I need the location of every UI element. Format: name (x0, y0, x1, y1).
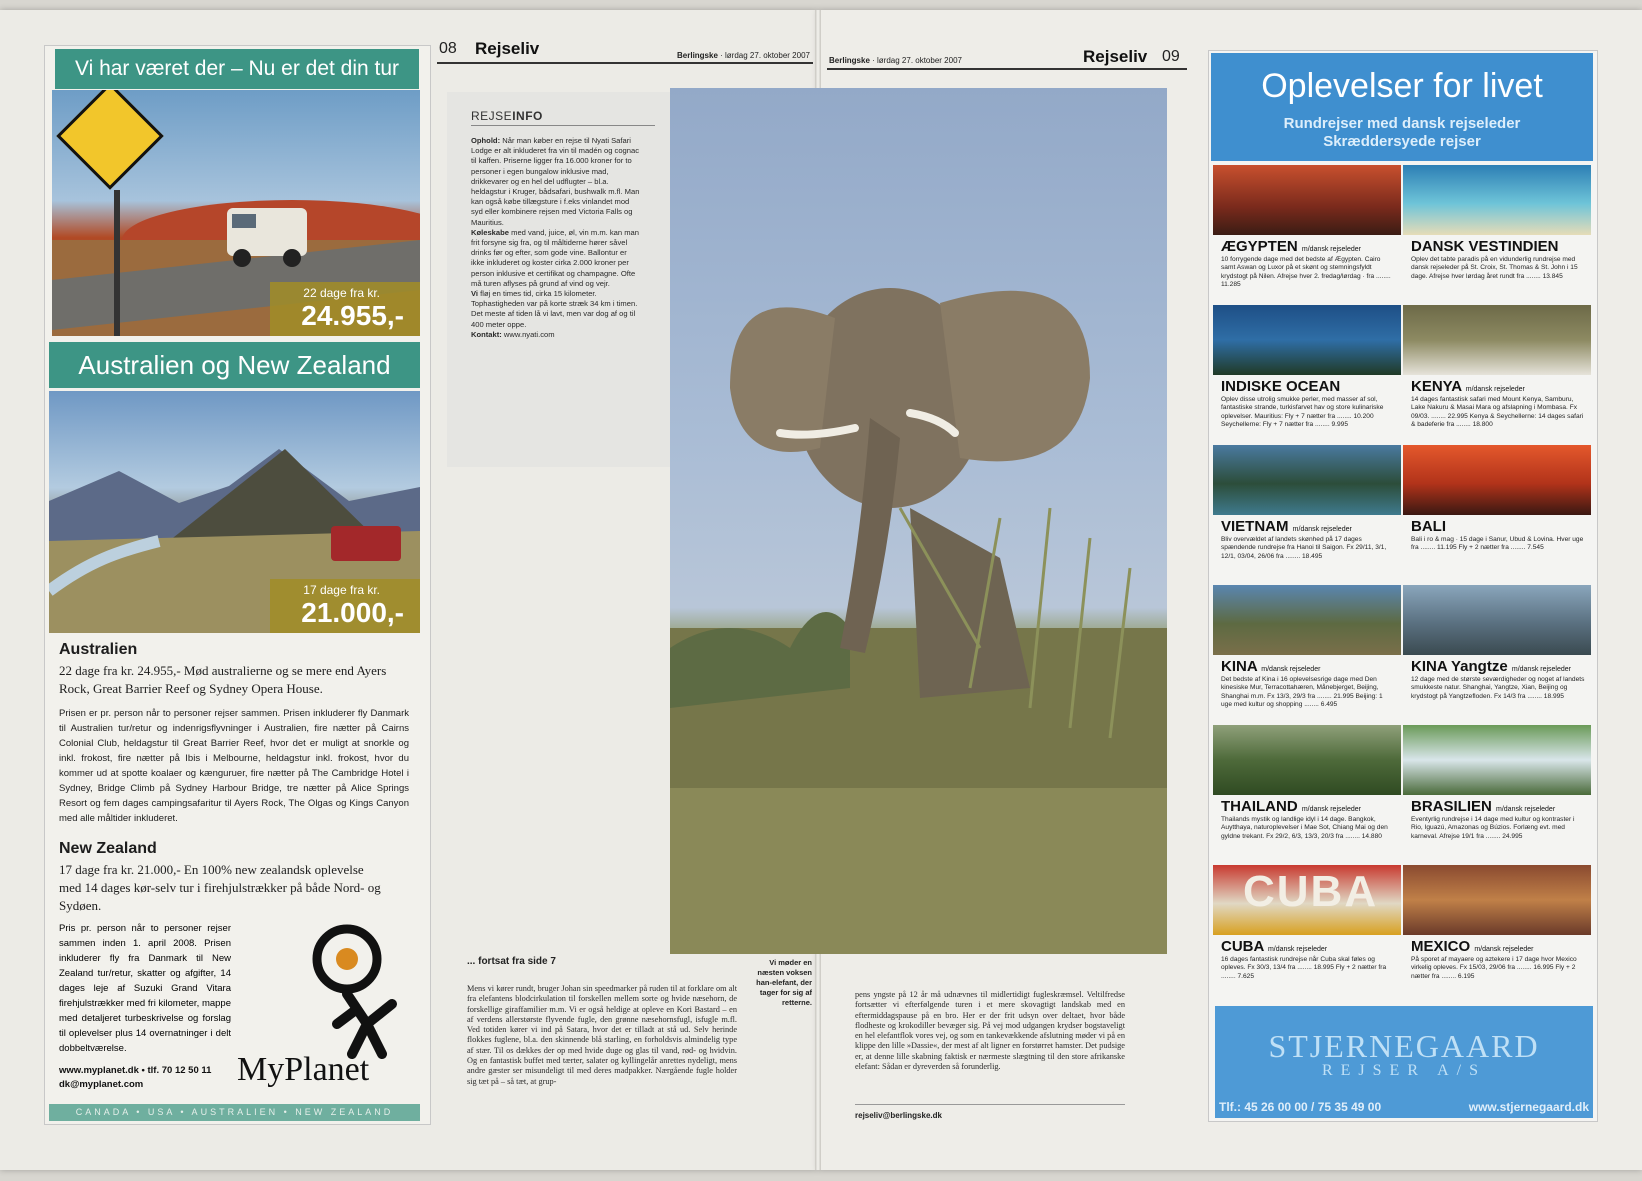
caribbean-beach-photo (1403, 165, 1591, 235)
article-rule (855, 1104, 1125, 1105)
elephant-photo (670, 88, 1167, 954)
info-text: fløj en times tid, cirka 15 kilometer. Tophastigheden var på korte stræk 34 km i timen. Det meste af tiden lå vi lavt, men var dog af og til 400 meter oppe. (471, 289, 638, 329)
paper-name: Berlingske (829, 56, 870, 65)
cuba-wall-lettering: CUBA (1243, 867, 1379, 916)
header-source: Berlingske · lørdag 27. oktober 2007 (829, 56, 962, 65)
destination-description: 14 dages fantastisk safari med Mount Kenya, Samburu, Lake Nakuru & Masai Mara og afslapning i Mombasa. Fx 09/03. ........ 22.995 Kenya & Seychellerne: 14 dages safari & badeferie fra ........ 18.800 (1411, 396, 1584, 429)
destination-description: På sporet af mayaere og aztekere i 17 dage hvor Mexico virkelig opleves. Fx 15/03, 29/06 fra ........ 16.995 Fly + 2 nætter fra ........ 6.195 (1411, 956, 1577, 980)
australia-section (59, 641, 409, 826)
halong-bay-photo (1213, 445, 1401, 515)
myplanet-ad (44, 45, 431, 1125)
page-number: 08 (439, 40, 457, 57)
ad-footer (1215, 1006, 1593, 1118)
destination-description: Eventyrlig rundrejse i 14 dage med kultur og kontraster i Rio, Iguazú, Amazonas og Búzios. Forlæng evt. med karneval. Afrejse 19/1 fra ........ 24.995 (1411, 816, 1575, 840)
destination-tag: m/dansk rejseleder (1292, 526, 1352, 533)
ocean-rocks-photo (1213, 305, 1401, 375)
australia-body: Prisen er pr. person når to personer rejser sammen. Prisen inkluderer fly Danmark til Australien tur/retur og indenrigsflyvninger i Australien, fire nætter på Cairns Colonial Club, heldagstur til Great Barrier Reef, hvor det er muligt at snorkle og inkl. frokost, fire nætter på Ibis i Melbourne, heldagstur inkl. frokost, hvor du kommer ud at spotte koalaer og kænguruer, fire nætter på The Cambridge Hotel i Sydney, Bridge Climb på Sydney Harbour Bridge, tre nætter på Alice Springs Resort og fem dages campingsafaritur til Ayers Rock, The Olgas og Kings Canyon med alle måltider inkluderet. (59, 708, 409, 824)
destination-cuba-wall (1213, 865, 1401, 1007)
destination-tag: m/dansk rejseleder (1301, 806, 1361, 813)
info-label: Vi (471, 289, 479, 299)
destination-great-wall (1213, 585, 1401, 727)
header-rule (827, 68, 1187, 70)
info-label: Kontakt: (471, 329, 502, 339)
destination-description: Bliv overvældet af landets skønhed på 17 dages spændende rundrejse fra Hanoi til Saigon. Fx 29/11, 3/1, 12/1, 03/04, 26/06 fra ........ 18.495 (1221, 536, 1387, 560)
page-number: 09 (1162, 48, 1180, 65)
rejseinfo-title (471, 109, 543, 123)
new-zealand-heading: New Zealand (59, 840, 157, 857)
price-amount: 24.955,- (301, 300, 404, 331)
contact-block: www.myplanet.dk • tlf. 70 12 50 11 dk@myplanet.com (59, 1065, 212, 1090)
stjernegaard-ad (1208, 50, 1598, 1122)
bali-sunset-photo (1403, 445, 1591, 515)
ad-subtitle-line: Skræddersyede rejser (1323, 133, 1481, 150)
destination-tag: m/dansk rejseleder (1511, 666, 1571, 673)
destination-zebras (1403, 305, 1591, 447)
info-label: Køleskabe (471, 227, 509, 237)
price-tag-australia (270, 282, 420, 336)
destination-mexico-children (1403, 865, 1591, 1007)
header-date: lørdag 27. oktober 2007 (725, 51, 810, 60)
destination-tag: m/dansk rejseleder (1465, 386, 1525, 393)
price-tag-new-zealand (270, 579, 420, 633)
destination-description: 16 dages fantastisk rundrejse når Cuba skal føles og opleves. Fx 30/3, 13/4 fra ........ 18.995 Fly + 2 nætter fra ........ 7.625 (1221, 956, 1387, 980)
destination-name: BALI (1411, 518, 1446, 535)
destination-name: VIETNAM m/dansk rejseleder (1221, 518, 1352, 535)
info-text: www.nyati.com (503, 329, 555, 339)
destination-description: 10 forrygende dage med det bedste af Ægypten. Cairo samt Aswan og Luxor på et skønt og stemningsfyldt krydstogt på Nilen. Afrejse hver 2. fredag/lørdag · fra ........ 11.285 (1221, 256, 1391, 289)
destination-description: Det bedste af Kina i 16 oplevelsesrige dage med Den kinesiske Mur, Terracottahæren, Månebjerget, Beijing, Shanghai m.m. Fx 13/3, 29/3 fra ........ 21.995 Beijing: 1 uge med kultur og shopping ........ 6.495 (1221, 676, 1383, 709)
ad-headline: Vi har været der – Nu er det din tur (55, 49, 419, 89)
zebras-photo (1403, 305, 1591, 375)
ad-header (1211, 53, 1593, 161)
destination-description: Oplev disse utrolig smukke perler, med masser af sol, fantastiske strande, turkisfarvet hav og store kulinariske oplevelser. Mauritius: Fly + 7 nætter fra ........ 10.200 Seychellerne: Fly + 7 nætter fra ........ 9.995 (1221, 396, 1384, 429)
destination-description: Bali i ro & mag · 15 dage i Sanur, Ubud & Lovina. Hver uge fra ........ 11.195 Fly + 2 nætter fra ........ 7.545 (1411, 536, 1584, 552)
destination-halong-bay (1213, 445, 1401, 587)
destination-name: CUBA m/dansk rejseleder (1221, 938, 1328, 955)
ad-website[interactable]: www.stjernegaard.dk (1468, 1100, 1589, 1114)
new-zealand-mountain-photo (49, 391, 420, 633)
destination-yangtze-boatman (1403, 585, 1591, 727)
rejseinfo-title-a: REJSE (471, 109, 513, 123)
destination-name: ÆGYPTEN m/dansk rejseleder (1221, 238, 1361, 255)
continued-label: ... fortsat fra side 7 (467, 956, 556, 967)
website-link[interactable]: www.myplanet.dk (59, 1065, 139, 1076)
section-title: Rejseliv (1083, 47, 1148, 66)
destination-tag: m/dansk rejseleder (1474, 946, 1534, 953)
rejseinfo-title-b: INFO (512, 109, 543, 123)
stjernegaard-logo: STJERNEGAARD (1268, 1028, 1540, 1064)
price-days-label: 17 dage fra kr. (303, 583, 380, 597)
rejseinfo-box (447, 92, 679, 467)
destination-name: KENYA m/dansk rejseleder (1411, 378, 1525, 395)
ad-title: Oplevelser for livet (1261, 67, 1543, 105)
destination-caribbean-beach (1403, 165, 1591, 307)
section-email[interactable]: rejseliv@berlingske.dk (855, 1111, 942, 1120)
photo-caption: Vi møder en næsten voksen han-elefant, der tager for sig af retterne. (756, 958, 812, 1007)
rejseinfo-body (471, 136, 641, 340)
destination-iguazu-falls (1403, 725, 1591, 867)
ad-contact (1219, 1100, 1589, 1114)
info-label: Ophold: (471, 136, 501, 145)
ad-subtitle-line: Rundrejser med dansk rejseleder (1283, 115, 1521, 132)
uluru-road-photo (52, 90, 420, 336)
great-wall-photo (1213, 585, 1401, 655)
ad-phone: Tlf.: 45 26 00 00 / 75 35 49 00 (1219, 1100, 1382, 1114)
section-title: Rejseliv (475, 39, 540, 58)
destination-name: BRASILIEN m/dansk rejseleder (1411, 798, 1556, 815)
yangtze-boatman-photo (1403, 585, 1591, 655)
destination-description: Oplev det tabte paradis på en vidunderlig rundrejse med dansk rejseleder på St. Croix, St. Thomas & St. John i 15 dage. Afrejse hver lørdag året rundt fra ........ 13.845 (1411, 256, 1578, 280)
new-zealand-section (59, 840, 409, 915)
destination-name: DANSK VESTINDIEN (1411, 238, 1559, 255)
destination-pyramids-sunset (1213, 165, 1401, 307)
new-zealand-body: Pris pr. person når to personer rejser sammen inden 1. april 2008. Prisen inkluderer fly fra Danmark til New Zealand tur/retur, skatter og afgifter, 14 dages leje af Suzuki Grand Vitara firehjulstrækker med fri kilometer, mappe med detaljeret turbeskrivelse og forslag til oplevelser plus 14 overnatninger i delt dobbeltværelse. (59, 923, 231, 1054)
stjernegaard-logo-sub: REJSER A/S (1321, 1062, 1487, 1079)
australia-heading: Australien (59, 641, 138, 658)
destination-name: MEXICO m/dansk rejseleder (1411, 938, 1534, 955)
rice-fields-photo (1213, 725, 1401, 795)
destination-ocean-rocks (1213, 305, 1401, 447)
header-source: Berlingske · lørdag 27. oktober 2007 (677, 51, 810, 60)
article-right-column: pens yngste på 12 år må udnævnes til midlertidigt fugleskræmsel. Veltilfredse fortsætter vi efterfølgende turen i et mere skovagtigt landskab med en eftermiddagspause på en bro. Her er der frit udsyn over deltaet, hvor både flodheste og krokodiller bevæger sig. På vej mod udgangen krydser bogstaveligt en hel elefantflok vores vej, og som en tankevækkende afslutning møder vi på en klippe den lille »Dassie«, der mest af alt ligner en forstørret hamster. Det pudsige er, at denne lille skabning faktisk er nærmeste slægtning til den store afrikanske elefant: Sådan er dyreverden så forunderlig. (855, 990, 1125, 1072)
price-days-label: 22 dage fra kr. (303, 286, 380, 300)
destination-tag: m/dansk rejseleder (1301, 246, 1361, 253)
new-zealand-lead: 17 dage fra kr. 21.000,- En 100% new zealandsk oplevelse med 14 dages kør-selv tur i firehjulstrækker på både Nord- og Sydøen. (59, 862, 381, 913)
countries-strip: CANADA • USA • AUSTRALIEN • NEW ZEALAND (49, 1104, 420, 1121)
destination-name: INDISKE OCEAN (1221, 378, 1341, 395)
destination-tag: m/dansk rejseleder (1261, 666, 1321, 673)
destination-description: Thailands mystik og landlige idyl i 14 dage. Bangkok, Auytthaya, naturoplevelser i Mae Sot, Chiang Mai og den gyldne trekant. Fx 29/2, 6/3, 13/3, 20/3 fra ........ 14.880 (1221, 816, 1388, 840)
header-date: lørdag 27. oktober 2007 (877, 56, 962, 65)
destination-name: THAILAND m/dansk rejseleder (1221, 798, 1361, 815)
pyramids-sunset-photo (1213, 165, 1401, 235)
destination-description: 12 dage med de største seværdigheder og noget af landets smukkeste natur. Shanghai, Yangtze, Xian, Beijing og krydstogt på Yangtzefloden. Fx 14/3 fra ........ 18.995 (1411, 676, 1585, 700)
article-left-column: Mens vi kører rundt, bruger Johan sin speedmarker på ruden til at forklare om alt fra elefantens blodcirkulation til forskellen mellem sorte og hvide næsehorn, de forskellige giraffamilier m.m. Vi er også heldige at opleve en Kori Bastard – en af verdens allerstørste flyvende fugle, den grønne næsehornsfugl, isfugle m.fl. Ved totiden kører vi ind på Satara, hvor det er tilladt at stå ud. Selv herinde flokkes fuglene, bl.a. den skinnende blå starling, en forholdsvis almindelig type af stær. Til os dækkes der op med hvide duge og glas til vand, rød- og hvidvin. Og en fantastisk buffet med tærter, salater og kyllingelår anrettes nydeligt, mens andre gæster ser misundeligt til med deres madpakker. Nærgående fugle holder sig tæt på – så tæt, at grup- (467, 984, 737, 1086)
destination-bali-sunset (1403, 445, 1591, 587)
info-text: med vand, juice, øl, vin m.m. kan man frit forsyne sig fra, og til måltiderne hører såvel drinks før og efter, som gode vine. Ballontur er ikke inkluderet og koster cirka 2.000 kroner per person inklusive et certifikat og champagne. Ofte må turen aflyses på grund af vind og vejr. (471, 227, 639, 288)
phone-number: tlf. 70 12 50 11 (147, 1065, 212, 1076)
paper-name: Berlingske (677, 51, 718, 60)
region-title: Australien og New Zealand (49, 342, 420, 388)
destination-name: KINA m/dansk rejseleder (1221, 658, 1321, 675)
email-link[interactable]: dk@myplanet.com (59, 1079, 144, 1090)
myplanet-logo-icon (307, 924, 397, 1064)
info-text: Når man køber en rejse til Nyati Safari Lodge er alt inkluderet fra vin til madén og cognac til kaffen. Priserne ligger fra 16.000 kroner for to personer i egen bungalow inklusive mad, drikkevarer og en hel del udflugter – bl.a. heldagstur i Kruger, bådsafari, bushwalk m.fl. Man kan også købe tillægsture i f.eks vinlandet mod syd eller kombinere rejsen med Victoria Falls og Mauritius. (471, 136, 640, 227)
cuba-wall-photo (1213, 865, 1401, 935)
mexico-children-photo (1403, 865, 1591, 935)
myplanet-brand: MyPlanet (237, 1051, 370, 1088)
iguazu-falls-photo (1403, 725, 1591, 795)
destination-name: KINA Yangtze m/dansk rejseleder (1411, 658, 1571, 675)
australia-lead: 22 dage fra kr. 24.955,- Mød australierne og se mere end Ayers Rock, Great Barrier Reef og Sydney Opera House. (59, 663, 387, 696)
price-amount: 21.000,- (301, 597, 404, 628)
header-rule (437, 62, 813, 64)
ad-subtitle (1211, 115, 1593, 151)
destination-rice-fields (1213, 725, 1401, 867)
rejseinfo-rule (471, 125, 655, 126)
destination-tag: m/dansk rejseleder (1267, 946, 1328, 953)
destination-tag: m/dansk rejseleder (1496, 806, 1556, 813)
